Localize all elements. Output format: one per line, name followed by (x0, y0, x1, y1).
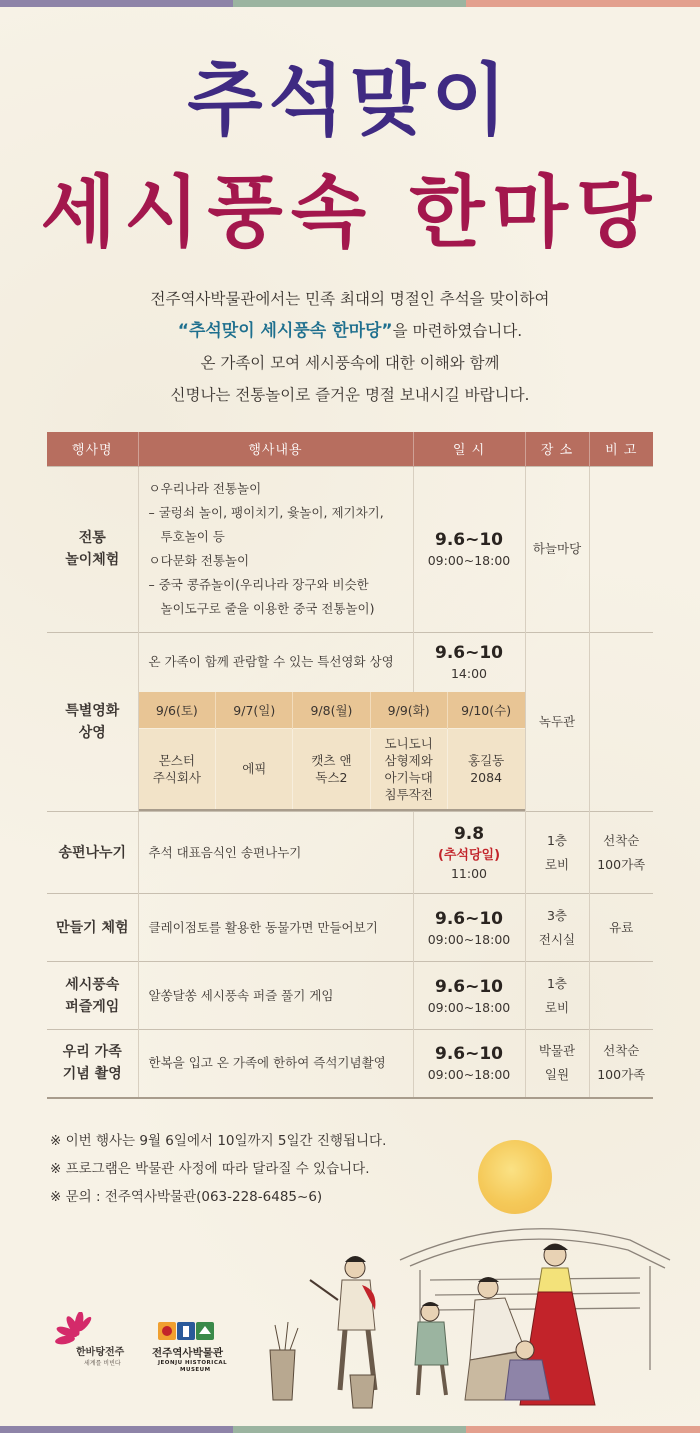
content-line: 놀이도구로 줄을 이용한 중국 전통놀이) (160, 601, 375, 616)
event-date-photo (413, 1030, 525, 1098)
event-date-making (413, 894, 525, 962)
date-range: 9.8 (453, 824, 485, 844)
event-name-songpyeon: 송편나누기 (47, 812, 138, 894)
event-name-line: 상영 (78, 724, 106, 741)
movie-title-line: 도니도니 (384, 735, 433, 751)
event-name-line: 특별영화 (65, 702, 120, 719)
footnote: ※ 이번 행사는 9월 6일에서 10일까지 5일간 진행됩니다. (50, 1133, 387, 1149)
table-row (47, 812, 653, 894)
intro-line-3: 온 가족이 모여 세시풍속에 대한 이해와 함께 (200, 354, 500, 372)
event-name-line: 놀이체험 (65, 552, 120, 568)
top-color-stripe (0, 0, 700, 7)
movie-title (216, 728, 293, 810)
movie-day: 9/9(화) (370, 692, 447, 728)
movie-title (370, 728, 447, 810)
event-note-photo (589, 1030, 653, 1098)
note-line: 선착순 (603, 1043, 640, 1059)
date-range: 9.6~10 (434, 1044, 504, 1065)
table-row (47, 632, 653, 692)
event-place-movie: 녹두관 (525, 632, 589, 812)
schedule-table (47, 432, 653, 1099)
event-content-puzzle: 알쏭달쏭 세시풍속 퍼즐 풀기 게임 (138, 962, 413, 1030)
movie-schedule-cell (138, 692, 525, 811)
content-line: ㅇ우리나라 전통놀이 (148, 481, 262, 496)
event-content-traditional (138, 466, 413, 632)
event-date-movie (413, 632, 525, 692)
time-range: 09:00~18:00 (427, 553, 511, 568)
movie-title-line: 아기늑대 (384, 769, 433, 785)
museum-logo-english-2: MUSEUM (180, 1367, 211, 1373)
event-note-traditional (589, 466, 653, 632)
event-note-making: 유료 (589, 894, 653, 962)
date-range: 9.6~10 (434, 908, 504, 929)
header-event-name: 행사명 (47, 432, 138, 466)
movie-title-line: 독스2 (315, 769, 348, 785)
table-row (47, 962, 653, 1030)
event-date-puzzle (413, 962, 525, 1030)
event-place-puzzle (525, 962, 589, 1030)
intro-line-2 (0, 315, 700, 347)
intro-event-name: “추석맞이 세시풍속 한마당” (177, 321, 393, 341)
time-range: 09:00~18:00 (427, 931, 511, 947)
title-line-2: 세시풍속 한마당 (40, 167, 660, 258)
movie-days (139, 692, 525, 728)
place-line: 일원 (544, 1067, 570, 1083)
event-name-movie (47, 632, 138, 812)
movie-day: 9/10(수) (447, 692, 524, 728)
footnote: ※ 문의 : 전주역사박물관(063-228-6485~6) (50, 1189, 323, 1205)
footnote: ※ 프로그램은 박물관 사정에 따라 달라질 수 있습니다. (50, 1161, 370, 1177)
table-row (47, 1030, 653, 1098)
content-line: 투호놀이 등 (160, 529, 225, 544)
header-content: 행사내용 (138, 432, 413, 466)
title-line-1: 추석맞이 (187, 55, 513, 146)
place-line: 박물관 (538, 1043, 576, 1059)
event-note-puzzle (589, 962, 653, 1030)
note-line: 100가족 (597, 856, 646, 872)
place-line: 로비 (544, 999, 570, 1015)
event-name-making: 만들기 체험 (47, 894, 138, 962)
place-line: 1층 (546, 832, 568, 848)
movie-schedule (139, 692, 525, 811)
movie-title-line: 2084 (470, 769, 503, 785)
place-line: 3층 (546, 907, 568, 923)
event-note-movie (589, 632, 653, 812)
event-name-line: 우리 가족 (62, 1044, 122, 1061)
movie-title (139, 728, 216, 810)
time-range: 09:00~18:00 (427, 1067, 511, 1083)
event-name-line: 기념 촬영 (62, 1066, 122, 1083)
date-range: 9.6~10 (434, 530, 504, 550)
movie-title-line: 에픽 (242, 761, 267, 777)
event-content-movie: 온 가족이 함께 관람할 수 있는 특선영화 상영 (138, 632, 413, 692)
movie-day: 9/6(토) (139, 692, 216, 728)
movie-title (293, 728, 370, 810)
event-date-songpyeon (413, 812, 525, 894)
event-name-line: 전통 (78, 530, 106, 546)
intro-line-4: 신명나는 전통놀이로 즐거운 명절 보내시길 바랍니다. (170, 386, 530, 404)
event-name-line: 퍼즐게임 (65, 998, 120, 1015)
time-range: 14:00 (450, 666, 488, 682)
intro-line-2-rest: 을 마련하였습니다. (392, 322, 523, 340)
museum-logo-korean: 전주역사박물관 (152, 1347, 224, 1359)
time-range: 09:00~18:00 (427, 999, 511, 1015)
bottom-color-stripe (0, 1426, 700, 1433)
museum-logo-english-1: JEONJU HISTORICAL (158, 1360, 228, 1366)
traditional-people-illustration (250, 1200, 680, 1410)
movie-title-line: 삼형제와 (384, 752, 433, 768)
event-content-making: 클레이점토를 활용한 동물가면 만들어보기 (138, 894, 413, 962)
intro-text (0, 283, 700, 411)
movie-title-line: 침투작전 (384, 786, 433, 802)
event-name-photo (47, 1030, 138, 1098)
event-name-puzzle (47, 962, 138, 1030)
event-place-traditional: 하늘마당 (525, 466, 589, 632)
note-line: 선착순 (603, 832, 640, 848)
header-note: 비 고 (589, 432, 653, 466)
movie-titles (139, 728, 525, 810)
event-content-songpyeon: 추석 대표음식인 송편나누기 (138, 812, 413, 894)
date-range: 9.6~10 (434, 976, 504, 997)
place-line: 로비 (544, 856, 570, 872)
movie-title-line: 캣츠 앤 (311, 752, 352, 768)
event-note-songpyeon (589, 812, 653, 894)
event-name-line: 세시풍속 (65, 976, 120, 993)
content-line: – 중국 콩쥬놀이(우리나라 장구와 비슷한 (148, 577, 369, 592)
movie-title (447, 728, 524, 810)
content-line: ㅇ다문화 전통놀이 (148, 553, 250, 568)
table-row (47, 466, 653, 632)
note-line: 100가족 (597, 1067, 646, 1083)
intro-line-1: 전주역사박물관에서는 민족 최대의 명절인 추석을 맞이하여 (150, 290, 550, 308)
place-line: 전시실 (538, 931, 576, 947)
event-name-traditional (47, 466, 138, 632)
movie-day: 9/7(일) (216, 692, 293, 728)
time-range: 11:00 (450, 866, 488, 881)
jeonju-city-slogan: 세계를 비빈다 (84, 1360, 121, 1367)
movie-day: 9/8(월) (293, 692, 370, 728)
header-place: 장 소 (525, 432, 589, 466)
header-date: 일 시 (413, 432, 525, 466)
table-row (47, 894, 653, 962)
event-content-photo: 한복을 입고 온 가족에 한하여 즉석기념촬영 (138, 1030, 413, 1098)
place-line: 1층 (546, 975, 568, 991)
jeonju-city-logo-text: 한바탕전주 (76, 1347, 125, 1358)
date-range: 9.6~10 (434, 643, 504, 664)
museum-logo-icon (150, 1320, 230, 1346)
content-line: – 굴렁쇠 놀이, 팽이치기, 윷놀이, 제기차기, (148, 505, 384, 520)
date-note: (추석당일) (437, 848, 501, 863)
event-date-traditional (413, 466, 525, 632)
event-place-making (525, 894, 589, 962)
table-header-row (47, 432, 653, 466)
movie-title-line: 몬스터 (158, 752, 195, 768)
movie-title-line: 홍길동 (468, 752, 505, 768)
event-place-songpyeon (525, 812, 589, 894)
footnotes (50, 1127, 386, 1211)
event-place-photo (525, 1030, 589, 1098)
movie-title-line: 주식회사 (152, 769, 201, 785)
